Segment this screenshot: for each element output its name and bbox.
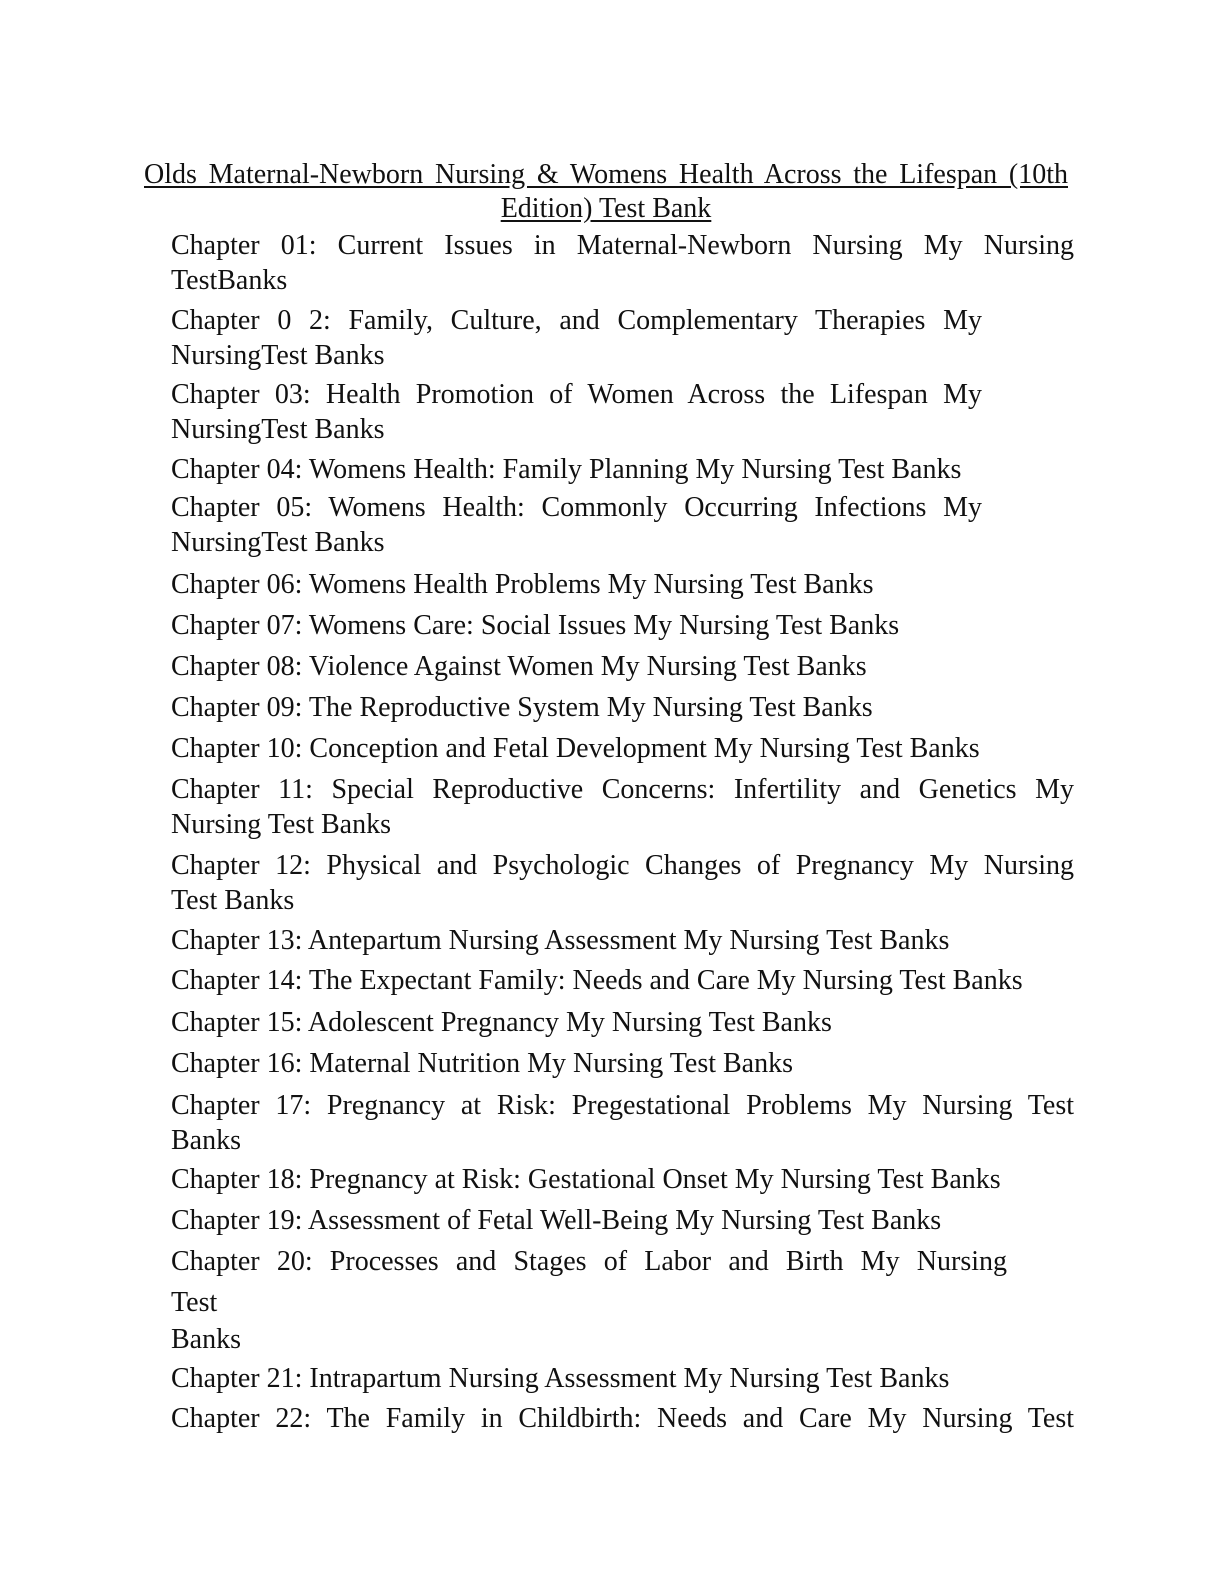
chapter-line: Chapter 21: Intrapartum Nursing Assessment My Nursing Test Banks — [171, 1363, 950, 1394]
chapter-line: Chapter 07: Womens Care: Social Issues My Nursing Test Banks — [171, 610, 900, 641]
chapter-line: Chapter 01: Current Issues in Maternal-Newborn Nursing My Nursing — [171, 230, 1074, 261]
chapter-line: NursingTest Banks — [171, 340, 385, 371]
chapter-entry — [171, 608, 1074, 643]
chapter-entry — [171, 1401, 1074, 1436]
chapter-line: Banks — [171, 1324, 241, 1355]
chapter-line: Chapter 11: Special Reproductive Concerns: Infertility and Genetics My — [171, 774, 1074, 805]
chapter-line: NursingTest Banks — [171, 414, 385, 445]
chapter-entry — [171, 567, 1074, 602]
chapter-entry — [171, 690, 1074, 725]
chapter-line: Chapter 08: Violence Against Women My Nursing Test Banks — [171, 651, 867, 682]
chapter-entry — [171, 923, 1074, 958]
chapter-entry — [171, 1088, 1074, 1158]
chapter-line: Chapter 16: Maternal Nutrition My Nursing Test Banks — [171, 1048, 794, 1079]
chapter-entry — [171, 228, 1074, 298]
chapter-line: Chapter 10: Conception and Fetal Development My Nursing Test Banks — [171, 733, 980, 764]
chapter-entry — [171, 1203, 1074, 1238]
chapter-line: Test Banks — [171, 885, 295, 916]
chapter-line: Chapter 13: Antepartum Nursing Assessment My Nursing Test Banks — [171, 925, 950, 956]
chapter-line: Chapter 05: Womens Health: Commonly Occurring Infections My — [171, 492, 982, 523]
chapter-line: Chapter 12: Physical and Psychologic Changes of Pregnancy My Nursing — [171, 850, 1074, 881]
chapter-line: Chapter 03: Health Promotion of Women Across the Lifespan My — [171, 379, 982, 410]
chapter-entry — [171, 1005, 1074, 1040]
chapter-entry — [171, 490, 982, 560]
chapter-entry — [171, 1361, 1074, 1396]
document-title: Olds Maternal-Newborn Nursing & Womens Health Across the Lifespan (10th Edition) Test Bank — [144, 159, 1068, 224]
chapter-line: TestBanks — [171, 265, 288, 296]
chapter-line: Chapter 0 2: Family, Culture, and Complementary Therapies My — [171, 305, 982, 336]
chapter-entry — [171, 1162, 1074, 1197]
chapter-entry — [171, 303, 982, 373]
chapter-line: Test — [171, 1287, 218, 1318]
chapter-entry — [171, 1244, 1007, 1357]
chapter-entry — [171, 731, 1074, 766]
chapter-entry — [171, 452, 1074, 487]
chapter-line: Chapter 17: Pregnancy at Risk: Pregestational Problems My Nursing Test — [171, 1090, 1074, 1121]
chapter-line: Chapter 19: Assessment of Fetal Well-Being My Nursing Test Banks — [171, 1205, 942, 1236]
chapter-line: Nursing Test Banks — [171, 809, 391, 840]
chapter-line: Chapter 18: Pregnancy at Risk: Gestational Onset My Nursing Test Banks — [171, 1164, 1001, 1195]
chapter-line: Chapter 20: Processes and Stages of Labor and Birth My Nursing — [171, 1246, 1007, 1277]
chapter-line: Chapter 15: Adolescent Pregnancy My Nursing Test Banks — [171, 1007, 832, 1038]
chapter-entry — [171, 649, 1074, 684]
chapter-entry — [171, 377, 982, 447]
chapter-line: Chapter 09: The Reproductive System My Nursing Test Banks — [171, 692, 873, 723]
chapter-line: Chapter 06: Womens Health Problems My Nursing Test Banks — [171, 569, 874, 600]
chapter-line: Chapter 04: Womens Health: Family Planning My Nursing Test Banks — [171, 454, 962, 485]
chapter-line: NursingTest Banks — [171, 527, 385, 558]
chapter-entry — [171, 772, 1074, 842]
chapter-entry — [171, 1046, 1074, 1081]
chapter-entry — [171, 963, 1074, 998]
chapter-entry — [171, 848, 1074, 918]
chapter-line: Chapter 14: The Expectant Family: Needs and Care My Nursing Test Banks — [171, 965, 1023, 996]
chapter-line: Banks — [171, 1125, 241, 1156]
chapter-line: Chapter 22: The Family in Childbirth: Needs and Care My Nursing Test — [171, 1403, 1074, 1434]
